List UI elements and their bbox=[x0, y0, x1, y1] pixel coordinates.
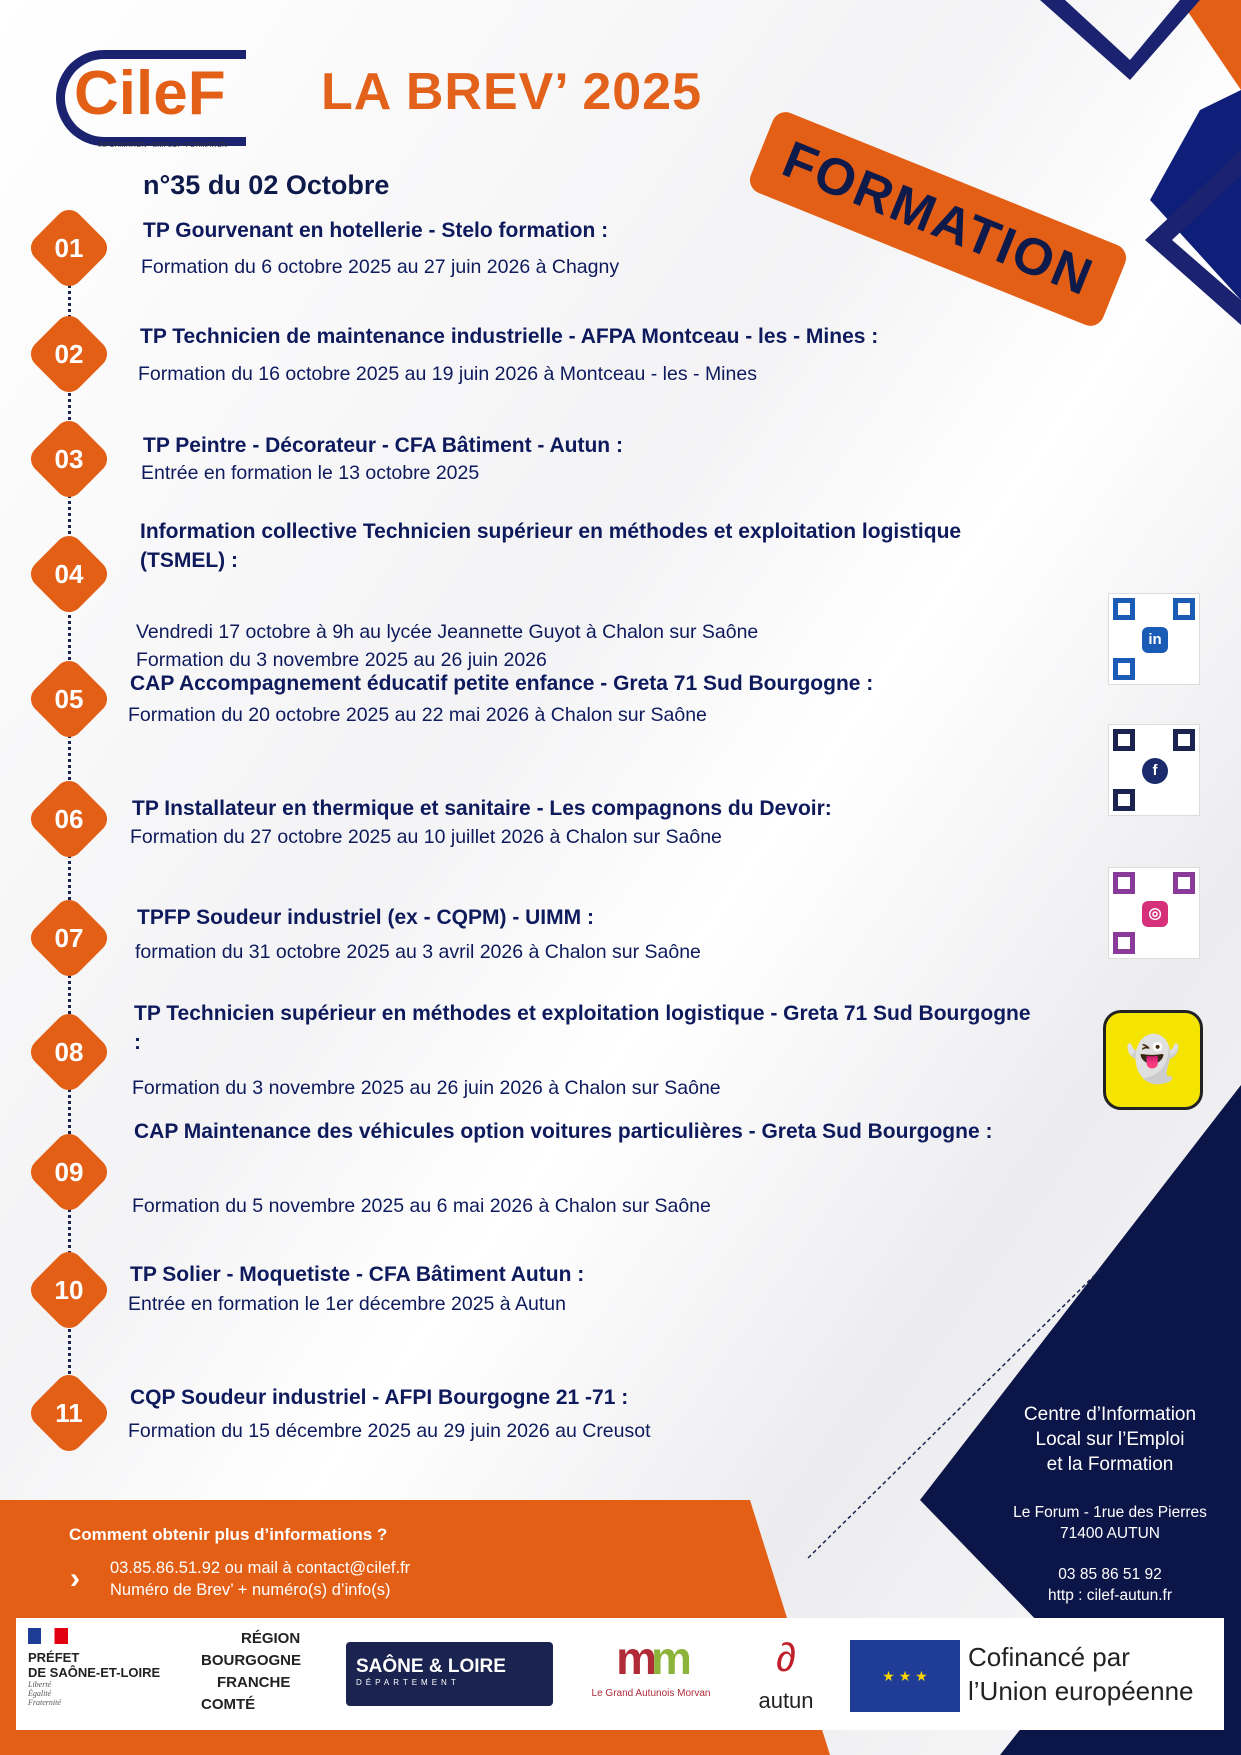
item-description: Entrée en formation le 13 octobre 2025 bbox=[141, 462, 480, 484]
address-line: 71400 AUTUN bbox=[1060, 1525, 1160, 1542]
address-line: Le Forum - 1rue des Pierres bbox=[1013, 1504, 1207, 1521]
chevron-right-icon: › bbox=[70, 1562, 80, 1595]
item-description: Vendredi 17 octobre à 9h au lycée Jeannette Guyot à Chalon sur Saône bbox=[136, 621, 759, 643]
item-number-badge: 06 bbox=[32, 782, 106, 856]
prefet-logo: PRÉFET DE SAÔNE-ET-LOIRE Liberté Égalité Fraternité bbox=[28, 1628, 178, 1720]
item-number-badge: 05 bbox=[32, 662, 106, 736]
item-title: TP Installateur en thermique et sanitaire - Les compagnons du Devoir: bbox=[132, 797, 832, 820]
item-title: TP Peintre - Décorateur - CFA Bâtiment - Autun : bbox=[143, 434, 623, 457]
item-title: TP Gourvenant en hotellerie - Stelo formation : bbox=[143, 219, 609, 242]
item-title: CAP Accompagnement éducatif petite enfance - Greta 71 Sud Bourgogne : bbox=[130, 672, 874, 695]
org-line: Local sur l’Emploi bbox=[1035, 1429, 1185, 1450]
item-title: TP Technicien de maintenance industrielle - AFPA Montceau - les - Mines : bbox=[140, 325, 879, 348]
issue-number: n°35 du 02 Octobre bbox=[143, 170, 390, 200]
item-number-badge: 03 bbox=[32, 422, 106, 496]
item-description: Entrée en formation le 1er décembre 2025 à Autun bbox=[128, 1293, 566, 1315]
footer-contact: 03.85.86.51.92 ou mail à contact@cilef.fr bbox=[110, 1559, 411, 1577]
item-description: formation du 31 octobre 2025 au 3 avril 2026 à Chalon sur Saône bbox=[135, 941, 701, 963]
item-number-badge: 08 bbox=[32, 1015, 106, 1089]
item-description: Formation du 6 octobre 2025 au 27 juin 2026 à Chagny bbox=[141, 256, 620, 278]
footer-question: Comment obtenir plus d’informations ? bbox=[69, 1525, 388, 1544]
contact-details bbox=[985, 1502, 1235, 1606]
org-line: Centre d’Information bbox=[1023, 1404, 1197, 1425]
instagram-icon: ◎ bbox=[1142, 901, 1168, 927]
item-number-badge: 04 bbox=[32, 537, 106, 611]
snapchat-qr-code[interactable] bbox=[1103, 1010, 1203, 1110]
autun-logo: ∂ autun bbox=[758, 1636, 814, 1713]
region-logo: RÉGION BOURGOGNE FRANCHE COMTÉ bbox=[201, 1630, 302, 1713]
item-title: TPFP Soudeur industriel (ex - CQPM) - UIMM : bbox=[137, 906, 594, 929]
item-description: Formation du 15 décembre 2025 au 29 juin 2026 au Creusot bbox=[128, 1420, 651, 1442]
item-title: TP Solier - Moquetiste - CFA Bâtiment Autun : bbox=[130, 1263, 585, 1286]
item-description: Formation du 16 octobre 2025 au 19 juin 2026 à Montceau - les - Mines bbox=[138, 363, 757, 385]
item-number-badge: 10 bbox=[32, 1253, 106, 1327]
footer-instructions: Numéro de Brev’ + numéro(s) d’info(s) bbox=[110, 1581, 391, 1599]
grand-autunois-logo: mm Le Grand Autunois Morvan bbox=[591, 1632, 711, 1699]
item-description: Formation du 5 novembre 2025 au 6 mai 2026 à Chalon sur Saône bbox=[132, 1195, 711, 1217]
item-description: Formation du 20 octobre 2025 au 22 mai 2026 à Chalon sur Saône bbox=[128, 704, 707, 726]
item-number-badge: 09 bbox=[32, 1135, 106, 1209]
item-title: Information collective Technicien supérieur en méthodes et exploitation logistique (TSMEL) : bbox=[140, 520, 962, 572]
eu-cofinance: Cofinancé par l’Union européenne bbox=[968, 1642, 1194, 1706]
snapchat-ghost-icon: 👻 bbox=[1125, 1035, 1181, 1084]
linkedin-qr-code[interactable] bbox=[1108, 593, 1200, 685]
item-title: CAP Maintenance des véhicules option voitures particulières - Greta Sud Bourgogne : bbox=[134, 1120, 993, 1143]
item-description: Formation du 27 octobre 2025 au 10 juillet 2026 à Chalon sur Saône bbox=[130, 826, 722, 848]
saone-et-loire-logo: SAÔNE & LOIRE DÉPARTEMENT bbox=[346, 1642, 553, 1706]
phone: 03 85 86 51 92 bbox=[1058, 1566, 1162, 1583]
item-number-badge: 07 bbox=[32, 901, 106, 975]
page-title: LA BREV’ 2025 bbox=[321, 63, 703, 121]
item-description: Formation du 3 novembre 2025 au 26 juin 2026 bbox=[136, 649, 547, 671]
instagram-qr-code[interactable] bbox=[1108, 867, 1200, 959]
cilef-logo: CileF INFORMATION • EMPLOI • FORMATION bbox=[56, 50, 252, 152]
contact-org bbox=[985, 1402, 1235, 1477]
partner-logos bbox=[16, 1618, 1224, 1730]
facebook-icon: f bbox=[1142, 758, 1168, 784]
item-number-badge: 02 bbox=[32, 317, 106, 391]
eu-flag: ★ ★ ★ bbox=[850, 1640, 960, 1712]
category-badge: FORMATION bbox=[746, 108, 1131, 330]
item-title: CQP Soudeur industriel - AFPI Bourgogne 21 -71 : bbox=[130, 1386, 629, 1409]
website-link[interactable]: http : cilef-autun.fr bbox=[1047, 1587, 1173, 1604]
linkedin-icon: in bbox=[1142, 627, 1168, 653]
facebook-qr-code[interactable] bbox=[1108, 724, 1200, 816]
org-line: et la Formation bbox=[1046, 1454, 1174, 1475]
item-number-badge: 11 bbox=[32, 1376, 106, 1450]
item-description: Formation du 3 novembre 2025 au 26 juin 2026 à Chalon sur Saône bbox=[132, 1077, 721, 1099]
item-title: TP Technicien supérieur en méthodes et exploitation logistique - Greta 71 Sud Bourgogne : bbox=[134, 1002, 1031, 1054]
item-number-badge: 01 bbox=[32, 211, 106, 285]
